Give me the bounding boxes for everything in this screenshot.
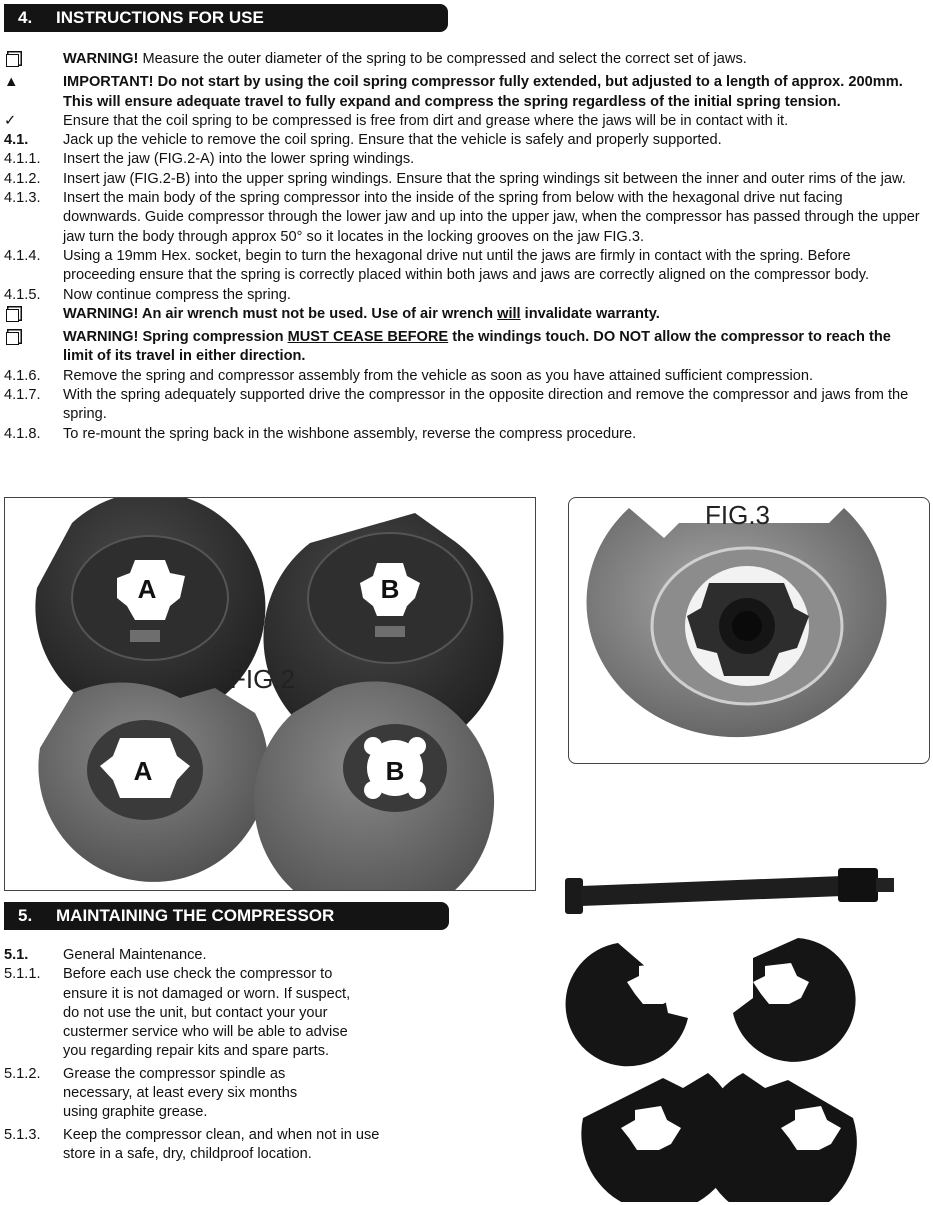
step-number: 5.1.3. [4, 1126, 41, 1143]
maintenance-text: Keep the compressor clean, and when not in use store in a safe, dry, childproof location. [63, 1126, 380, 1162]
maintenance-text: Before each use check the compressor to ensure it is not damaged or worn. If suspect, do not use the unit, but contact your your custermer service who will be able to advise you regarding repair kits and spare parts. [63, 966, 351, 1060]
instruction-emphasis: MUST CEASE BEFORE [287, 329, 449, 346]
instruction-4-1-7 [4, 386, 924, 425]
product-photo [543, 848, 909, 1202]
instruction-4-1-4 [4, 247, 924, 286]
instruction-text: Remove the spring and compressor assembly from the vehicle as soon as you have attained sufficient compression. [63, 367, 814, 384]
step-number: 4.1.6. [4, 367, 41, 384]
instruction-text: With the spring adequately supported drive the compressor in the opposite direction and remove the compressor and jaws from the spring. [63, 387, 909, 423]
instruction-important [4, 73, 924, 112]
maintenance-list [4, 946, 424, 1164]
instruction-text: Insert the jaw (FIG.2-A) into the lower spring windings. [63, 151, 415, 168]
instruction-4-1-5 [4, 286, 924, 305]
step-number: 5.1. [4, 947, 29, 963]
instruction-text: Jack up the vehicle to remove the coil spring. Ensure that the vehicle is safely and properly supported. [63, 132, 722, 149]
instruction-text: the windings touch. DO NOT allow the compressor to reach the limit of its travel in either direction. [63, 329, 891, 365]
instruction-4-1-3 [4, 189, 924, 247]
instruction-text: Insert jaw (FIG.2-B) into the upper spring windings. Ensure that the spring windings sit between the inner and outer rims of the jaw. [63, 170, 906, 187]
maintenance-5-1-3 [4, 1126, 424, 1165]
step-number: 4.1.5. [4, 286, 41, 303]
maintenance-text: Grease the compressor spindle as necessary, at least every six months using graphite grease. [63, 1065, 298, 1121]
warning-prefix: WARNING! [63, 51, 139, 67]
instruction-text: IMPORTANT! Do not start by using the coil spring compressor fully extended, but adjusted to a length of approx. 200mm. This will ensure adequate travel to fully expand and compress the spring regardless of the initial spring tension. [63, 74, 903, 110]
jaw-b-label: B [385, 756, 405, 786]
warning-triangle-icon: ▲ [4, 74, 19, 91]
jaw-b-label: B [380, 574, 400, 604]
step-number: 4.1.1. [4, 151, 41, 168]
jaw-a-label: A [133, 756, 153, 786]
instruction-warning-jaws [4, 50, 924, 73]
jaw-a-bottom [38, 683, 268, 882]
fig3-image [569, 498, 929, 763]
instruction-4-1-1 [4, 150, 924, 169]
step-number: 4.1.2. [4, 170, 41, 187]
section-title: MAINTAINING THE COMPRESSOR [56, 906, 335, 925]
checkmark-icon: ✓ [4, 112, 17, 129]
instruction-text: Insert the main body of the spring compressor into the inside of the spring from below with the hexagonal drive nut facing downwards. Guide compressor through the lower jaw and up into the upper jaw, when the compressor has passed through the upper jaw turn the body through approx 50° so it locates in the locking grooves on the jaw FIG.3. [63, 190, 920, 245]
instruction-text: To re-mount the spring back in the wishbone assembly, reverse the compress procedure. [63, 425, 637, 442]
section-title: INSTRUCTIONS FOR USE [56, 8, 264, 27]
compressor-kit-image [543, 848, 909, 1202]
instruction-clean [4, 112, 924, 131]
section-number: 4. [18, 8, 33, 27]
step-number: 4.1.4. [4, 247, 41, 264]
step-number: 4.1.3. [4, 190, 41, 207]
instruction-text: WARNING! An air wrench must not be used. Use of air wrench [63, 305, 498, 322]
instruction-warning-air-wrench [4, 305, 924, 328]
instruction-text: Measure the outer diameter of the spring to be compressed and select the correct set of jaws. [138, 51, 747, 67]
instruction-warning-compression [4, 328, 924, 367]
jaw-top-left [566, 943, 688, 1066]
checkbox-icon [4, 305, 63, 328]
instruction-text: invalidate warranty. [520, 305, 660, 322]
instruction-4-1 [4, 131, 924, 150]
instruction-text: Using a 19mm Hex. socket, begin to turn the hexagonal drive nut until the jaws are firmly in contact with the spring. Before proceeding ensure that the spring is correctly placed within both jaws and jaws are correctly aligned on the compressor body. [63, 247, 870, 284]
fig2-label: FIG.2 [230, 664, 296, 694]
instruction-text: WARNING! Spring compression [63, 329, 288, 346]
maintenance-5-1-2 [4, 1065, 424, 1123]
maintenance-5-1-1 [4, 965, 424, 1061]
checkbox-icon [4, 328, 63, 367]
instruction-4-1-6 [4, 367, 924, 386]
jaw-a-label: A [137, 574, 157, 604]
checkbox-icon [4, 50, 63, 73]
step-number: 5.1.2. [4, 1065, 41, 1082]
section-4-header [4, 4, 448, 32]
step-number: 4.1.7. [4, 387, 41, 404]
instruction-text: Now continue compress the spring. [63, 286, 291, 303]
instruction-emphasis: will [497, 305, 521, 322]
instruction-4-1-2 [4, 170, 924, 189]
section-number: 5. [18, 906, 33, 925]
jaw-bottom-right [701, 1073, 857, 1202]
fig3-label: FIG.3 [705, 500, 771, 530]
step-number: 4.1. [4, 132, 29, 149]
maintenance-5-1 [4, 946, 424, 965]
maintenance-text: General Maintenance. [63, 947, 207, 963]
instruction-text: Ensure that the coil spring to be compressed is free from dirt and grease where the jaws will be in contact with it. [63, 112, 789, 129]
section-5-header [4, 902, 449, 930]
instruction-4-1-8 [4, 425, 924, 444]
compressor-spindle [565, 868, 894, 914]
instructions-list [4, 50, 924, 444]
step-number: 5.1.1. [4, 966, 41, 983]
fig3-panel [568, 497, 930, 764]
fig2-panel [4, 497, 536, 891]
jaw-top-right [733, 938, 856, 1062]
step-number: 4.1.8. [4, 425, 41, 442]
